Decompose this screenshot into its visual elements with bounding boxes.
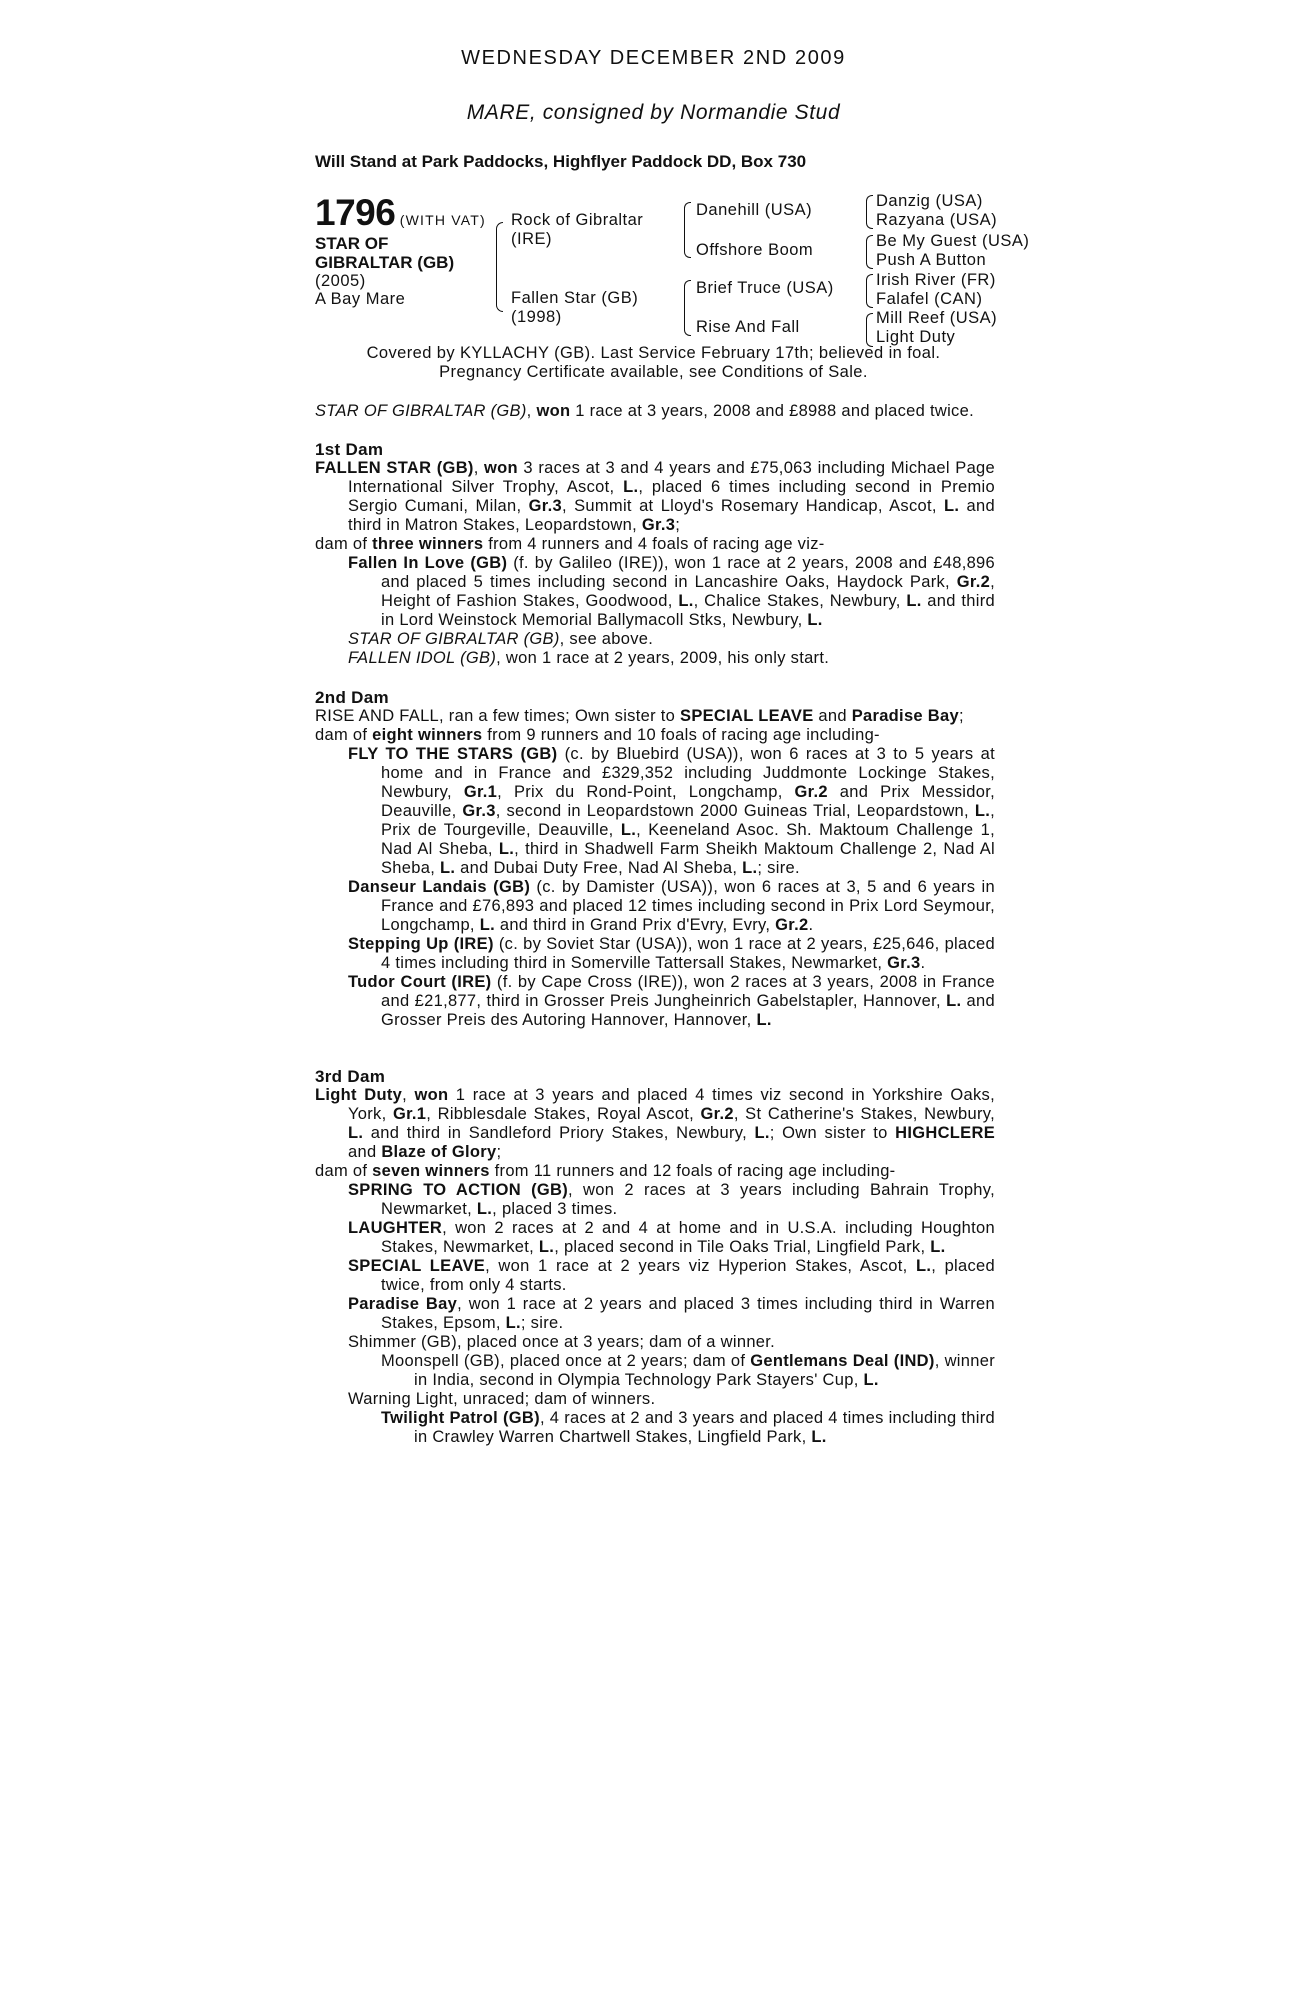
text: ; sire. (757, 859, 800, 877)
text: and third in Grand Prix d'Evry, Evry, (494, 916, 776, 934)
sire-dam: Offshore Boom (696, 241, 814, 259)
dam-of-line (315, 535, 995, 554)
text: , 4 races at 2 and 3 years and placed 4 times including third in Crawley Warren Chartwell Stakes, Lingfield Park, (414, 1409, 995, 1446)
text: and Prix Messidor, Deauville, (381, 783, 995, 820)
text: , placed twice, from only 4 starts. (381, 1257, 995, 1294)
horse-description: A Bay Mare (315, 290, 406, 308)
dam-entry (315, 707, 995, 726)
text: , won 2 races at 3 years including Bahrain Trophy, Newmarket, (381, 1181, 995, 1218)
text: , (473, 459, 485, 477)
listed-label: L. (476, 1200, 493, 1218)
text: , Height of Fashion Stakes, Goodwood, (381, 573, 995, 610)
dam-sire: Brief Truce (USA) (696, 279, 834, 297)
section-heading: 1st Dam (315, 440, 384, 459)
listed-label: L. (946, 992, 962, 1010)
sister-name: HIGHCLERE (895, 1124, 995, 1142)
text: , placed second in Tile Oaks Trial, Lingfield Park, (554, 1238, 931, 1256)
text: dam of (315, 1162, 373, 1180)
text: and Grosser Preis des Autoring Hannover, Hannover, (381, 992, 995, 1029)
sister-name: Paradise Bay (851, 707, 959, 725)
text: , third in Shadwell Farm Sheikh Maktoum Challenge 2, Nad Al Sheba, (381, 840, 996, 877)
text: , placed 6 times including second in Premio Sergio Cumani, Milan, (348, 478, 995, 515)
listed-label: L. (505, 1314, 521, 1332)
dam-dam: Rise And Fall (696, 318, 800, 336)
group-label: Gr.3 (462, 802, 496, 820)
text: , second in Leopardstown 2000 Guineas Trial, Leopardstown, (495, 802, 975, 820)
pregnancy-line: Pregnancy Certificate available, see Conditions of Sale. (439, 363, 868, 381)
progeny-entry (315, 878, 995, 935)
listed-label: L. (906, 592, 922, 610)
winners-count: three winners (372, 535, 484, 553)
section-heading: 3rd Dam (315, 1067, 386, 1086)
text: , Summit at Lloyd's Rosemary Handicap, Ascot, (561, 497, 945, 515)
text: ; sire. (520, 1314, 564, 1332)
listed-label: L. (678, 592, 694, 610)
sister-name: Blaze of Glory (381, 1143, 497, 1161)
horse-name-line1: STAR OF (315, 234, 389, 253)
progeny-name: Twilight Patrol (GB) (381, 1409, 540, 1427)
text: (c. by Bluebird (USA)), won 6 races at 3 to 5 years at home and in France and £329,352 including Juddmonte Lockinge Stakes, Newbury, (381, 745, 995, 801)
progeny-entry (315, 1181, 995, 1219)
text: , won 1 race at 2 years viz Hyperion Stakes, Ascot, (485, 1257, 916, 1275)
horse-name-line2: GIBRALTAR (GB) (315, 253, 455, 272)
listed-label: L. (623, 478, 639, 496)
progeny-name: Tudor Court (IRE) (348, 973, 492, 991)
dam-name: FALLEN STAR (GB) (315, 459, 474, 477)
race-summary (315, 402, 995, 421)
text: , Ribblesdale Stakes, Royal Ascot, (426, 1105, 701, 1123)
listed-label: L. (930, 1238, 946, 1256)
text: and third in Lord Weinstock Memorial Ballymacoll Stks, Newbury, (381, 592, 995, 629)
text: , Keeneland Asoc. Sh. Maktoum Challenge 1, Nad Al Sheba, (381, 821, 995, 858)
progeny-entry: Warning Light, unraced; dam of winners. (348, 1390, 656, 1408)
text: ; (496, 1143, 502, 1161)
winners-count: eight winners (372, 726, 483, 744)
text: , St Catherine's Stakes, Newbury, (733, 1105, 995, 1123)
text: 1 race at 3 years and placed 4 times viz second in Yorkshire Oaks, York, (348, 1086, 995, 1123)
progeny-entry (315, 1219, 995, 1257)
covering-note (0, 344, 1307, 382)
winners-count: seven winners (372, 1162, 490, 1180)
listed-label: L. (479, 916, 495, 934)
group-label: Gr.3 (528, 497, 562, 515)
dam-entry (315, 1086, 995, 1162)
g3-ancestor: Irish River (FR) (876, 271, 996, 289)
text: , won 1 race at 2 years and placed 3 times including third in Warren Stakes, Epsom, (381, 1295, 996, 1332)
text: and (348, 1143, 382, 1161)
dam-of-line (315, 1162, 995, 1181)
grandprogeny-entry (315, 1409, 995, 1447)
dam-year: (1998) (511, 308, 562, 326)
progeny-name: FALLEN IDOL (GB) (348, 649, 497, 667)
text: . (920, 954, 926, 972)
listed-label: L. (439, 859, 456, 877)
text: (c. by Damister (USA)), won 6 races at 3, 5 and 6 years in France and £76,893 and placed 12 times including second in Prix Lord Seymour, Longchamp, (381, 878, 995, 934)
text: from 4 runners and 4 foals of racing age viz- (483, 535, 825, 553)
progeny-entry (315, 630, 995, 649)
group-label: Gr.2 (775, 916, 809, 934)
listed-label: L. (620, 821, 637, 839)
vat-label: (WITH VAT) (399, 212, 486, 228)
listed-label: L. (863, 1371, 879, 1389)
won-label: won (414, 1086, 449, 1104)
pedigree-brace (866, 274, 873, 308)
summary-text: 1 race at 3 years, 2008 and £8988 and placed twice. (570, 402, 974, 420)
text: ; Own sister to (769, 1124, 896, 1142)
sale-date: WEDNESDAY DECEMBER 2ND 2009 (461, 47, 846, 69)
text: and (813, 707, 852, 725)
text: ; (958, 707, 964, 725)
g3-ancestor: Falafel (CAN) (876, 290, 983, 308)
text: , winner in India, second in Olympia Technology Park Stayers' Cup, (414, 1352, 995, 1389)
listed-label: L. (498, 840, 515, 858)
foaling-year: (2005) (315, 272, 366, 290)
group-label: Gr.1 (463, 783, 498, 801)
progeny-name: STAR OF GIBRALTAR (GB) (348, 630, 560, 648)
progeny-entry (315, 1295, 995, 1333)
consignment-line: MARE, consigned by Normandie Stud (466, 101, 841, 124)
text: , won 1 race at 2 years, 2009, his only start. (496, 649, 830, 667)
text: , (402, 1086, 415, 1104)
progeny-name: LAUGHTER (348, 1219, 443, 1237)
group-label: Gr.3 (641, 516, 676, 534)
dam-name: Fallen Star (GB) (511, 289, 639, 307)
progeny-entry (315, 745, 995, 878)
progeny-entry (315, 973, 995, 1030)
listed-label: L. (811, 1428, 827, 1446)
progeny-name: SPECIAL LEAVE (348, 1257, 486, 1275)
first-dam-section (315, 440, 995, 668)
dam-name: Light Duty (315, 1086, 403, 1104)
won-label: won (536, 402, 571, 420)
progeny-name: Gentlemans Deal (IND) (750, 1352, 935, 1370)
listed-label: L. (348, 1124, 364, 1142)
progeny-entry (315, 1257, 995, 1295)
group-label: Gr.2 (700, 1105, 734, 1123)
pedigree-brace (866, 313, 873, 347)
progeny-name: SPRING TO ACTION (GB) (348, 1181, 569, 1199)
text: , Prix du Rond-Point, Longchamp, (497, 783, 795, 801)
sire-sire: Danehill (USA) (696, 201, 813, 219)
text: and third in Sandleford Priory Stakes, Newbury, (363, 1124, 755, 1142)
g3-ancestor: Light Duty (876, 328, 956, 346)
pedigree-brace (866, 235, 873, 269)
progeny-entry (315, 554, 995, 630)
text: RISE AND FALL, ran a few times; Own sister to (315, 707, 681, 725)
text: (f. by Galileo (IRE)), won 1 race at 2 years, 2008 and £48,896 and placed 5 times including second in Lancashire Oaks, Haydock Park, (381, 554, 996, 591)
third-dam-section (315, 1067, 995, 1447)
listed-label: L. (915, 1257, 932, 1275)
pedigree-brace (496, 222, 503, 312)
text: , see above. (559, 630, 654, 648)
text: , placed 3 times. (492, 1200, 618, 1218)
lot-header (315, 192, 486, 234)
progeny-entry (315, 649, 995, 668)
text: , (526, 402, 537, 420)
sister-name: SPECIAL LEAVE (680, 707, 814, 725)
group-label: Gr.1 (392, 1105, 427, 1123)
won-label: won (484, 459, 518, 477)
sire-country: (IRE) (511, 230, 552, 248)
listed-label: L. (807, 611, 823, 629)
text: from 9 runners and 10 foals of racing age including- (482, 726, 880, 744)
group-label: Gr.2 (794, 783, 828, 801)
text: and third in Matron Stakes, Leopardstown, (348, 497, 995, 534)
pedigree-brace (866, 195, 873, 229)
listed-label: L. (742, 859, 758, 877)
text: 3 races at 3 and 4 years and £75,063 including Michael Page International Silver Trophy, Ascot, (348, 459, 995, 496)
g3-ancestor: Be My Guest (USA) (876, 232, 1030, 250)
listed-label: L. (944, 497, 960, 515)
listed-label: L. (538, 1238, 555, 1256)
text: , Chalice Stakes, Newbury, (693, 592, 907, 610)
progeny-name: Paradise Bay (348, 1295, 458, 1313)
grandprogeny-entry (315, 1352, 995, 1390)
progeny-entry (315, 935, 995, 973)
g3-ancestor: Mill Reef (USA) (876, 309, 998, 327)
progeny-name: Danseur Landais (GB) (348, 878, 531, 896)
g3-ancestor: Danzig (USA) (876, 192, 983, 210)
text: (f. by Cape Cross (IRE)), won 2 races at 3 years, 2008 in France and £21,877, third in Grosser Preis Jungheinrich Gabelstapler, Hannover, (381, 973, 996, 1010)
group-label: Gr.2 (956, 573, 991, 591)
text: dam of (315, 535, 373, 553)
progeny-name: Stepping Up (IRE) (348, 935, 494, 953)
listed-label: L. (974, 802, 991, 820)
text: dam of (315, 726, 373, 744)
dam-of-line (315, 726, 995, 745)
section-heading: 2nd Dam (315, 688, 389, 707)
pedigree-brace (684, 202, 691, 258)
listed-label: L. (756, 1011, 772, 1029)
second-dam-section (315, 688, 995, 1030)
horse-name: STAR OF GIBRALTAR (GB) (315, 402, 527, 420)
pedigree-brace (684, 280, 691, 336)
listed-label: L. (754, 1124, 770, 1142)
progeny-entry: Shimmer (GB), placed once at 3 years; dam of a winner. (348, 1333, 776, 1351)
text: ; (675, 516, 681, 534)
lot-number: 1796 (315, 192, 396, 233)
text: . (808, 916, 814, 934)
g3-ancestor: Razyana (USA) (876, 211, 998, 229)
progeny-name: Fallen In Love (GB) (348, 554, 508, 572)
sire-name: Rock of Gibraltar (511, 211, 644, 229)
text: , Prix de Tourgeville, Deauville, (381, 802, 995, 839)
dam-entry (315, 459, 995, 535)
text: and Dubai Duty Free, Nad Al Sheba, (455, 859, 743, 877)
text: , won 2 races at 2 and 4 at home and in U.S.A. including Houghton Stakes, Newmarket, (381, 1219, 995, 1256)
stand-location: Will Stand at Park Paddocks, Highflyer Paddock DD, Box 730 (315, 152, 807, 171)
group-label: Gr.3 (887, 954, 921, 972)
text: from 11 runners and 12 foals of racing age including- (489, 1162, 896, 1180)
text: Moonspell (GB), placed once at 2 years; dam of (381, 1352, 751, 1370)
text: (c. by Soviet Star (USA)), won 1 race at 2 years, £25,646, placed 4 times including third in Somerville Tattersall Stakes, Newmarket, (381, 935, 995, 972)
g3-ancestor: Push A Button (876, 251, 987, 269)
progeny-name: FLY TO THE STARS (GB) (348, 745, 558, 763)
covering-line: Covered by KYLLACHY (GB). Last Service February 17th; believed in foal. (366, 344, 941, 362)
